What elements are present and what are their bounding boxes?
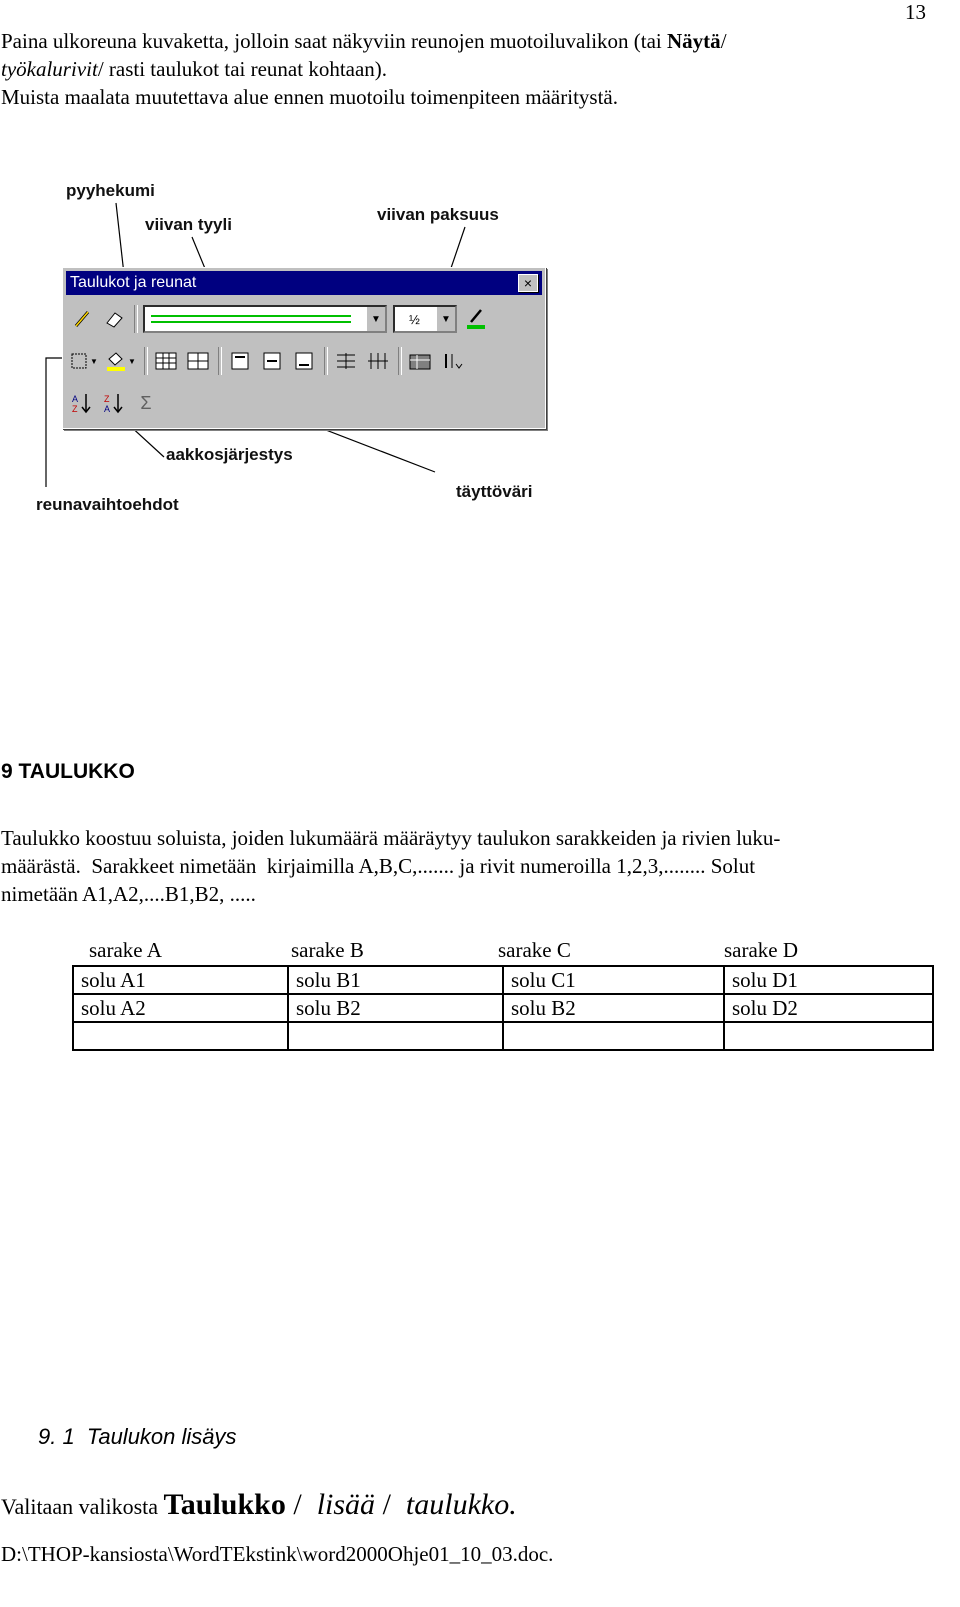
align-top-icon[interactable] (227, 348, 253, 374)
toolbar-separator (218, 347, 222, 375)
subsection-heading: 9. 1 Taulukon lisäys (38, 1424, 237, 1449)
border-color-icon[interactable] (463, 306, 489, 332)
chevron-down-icon[interactable]: ▼ (367, 307, 385, 331)
autoformat-icon[interactable] (407, 348, 433, 374)
column-header-b: sarake B (291, 938, 364, 962)
toolbar-row-2 (69, 343, 539, 379)
line-style-combo[interactable] (143, 305, 387, 333)
intro-line-1-text: Paina ulkoreuna kuvaketta, jolloin saat näkyviin reunojen muotoiluvalikon (tai (1, 29, 668, 53)
toolbar-separator (134, 305, 138, 333)
menu-path-separator: / (375, 1488, 406, 1521)
svg-text:Z: Z (104, 394, 110, 404)
autosum-icon[interactable] (133, 390, 159, 416)
menu-name-taulukko-item: taulukko. (405, 1488, 517, 1521)
table-cell: solu B1 (288, 966, 503, 994)
table-row (73, 966, 933, 994)
callout-sort: aakkosjärjestys (166, 445, 293, 464)
sort-descending-icon[interactable] (101, 390, 127, 416)
callout-line-style: viivan tyyli (145, 215, 232, 234)
window-title: Taulukot ja reunat (70, 274, 197, 291)
callout-eraser: pyyhekumi (66, 181, 155, 200)
text-direction-icon[interactable] (439, 348, 465, 374)
chevron-down-icon[interactable]: ▼ (437, 307, 455, 331)
chevron-down-icon[interactable]: ▼ (128, 356, 136, 366)
table-cell (724, 1022, 933, 1050)
tables-and-borders-window (62, 267, 546, 429)
table-cell: solu D2 (724, 994, 933, 1022)
chevron-down-icon[interactable]: ▼ (90, 356, 98, 366)
table-cell: solu D1 (724, 966, 933, 994)
menu-name-tyokalurivit: työkalurivit (1, 57, 98, 81)
table-cell: solu A1 (73, 966, 288, 994)
svg-text:A: A (72, 394, 79, 404)
align-bottom-icon[interactable] (291, 348, 317, 374)
merge-cells-icon[interactable] (185, 348, 211, 374)
column-header-a: sarake A (89, 938, 162, 962)
insert-table-icon[interactable] (153, 348, 179, 374)
table-cell (73, 1022, 288, 1050)
svg-text:A: A (104, 404, 111, 414)
table-row (73, 994, 933, 1022)
section-body-line-2: määrästä. Sarakkeet nimetään kirjaimilla A,B,C,....... ja rivit numeroilla 1,2,3,........ Solut (1, 854, 756, 878)
toolbar-separator (144, 347, 148, 375)
table-cell: solu C1 (503, 966, 724, 994)
autosum-glyph: Σ (140, 392, 152, 413)
menu-name-nayta: Näytä (667, 29, 721, 53)
line-weight-combo[interactable] (393, 305, 457, 333)
pencil-icon[interactable] (69, 306, 95, 332)
intro-line-3: Muista maalata muutettava alue ennen muotoilu toimenpiteen määritystä. (1, 85, 618, 109)
align-center-icon[interactable] (259, 348, 285, 374)
callout-fill-color: täyttöväri (456, 482, 533, 501)
toolbar-separator (324, 347, 328, 375)
menu-path-line (1, 1488, 517, 1522)
table-cell (503, 1022, 724, 1050)
fill-color-icon[interactable] (105, 348, 127, 374)
toolbar-separator (398, 347, 402, 375)
section-body-line-3: nimetään A1,A2,....B1,B2, ..... (1, 882, 256, 906)
section-heading: 9 TAULUKKO (1, 760, 135, 783)
svg-text:Z: Z (72, 404, 78, 414)
border-icon[interactable] (69, 348, 89, 374)
intro-paragraph (1, 27, 871, 111)
column-header-d: sarake D (724, 938, 799, 962)
example-table (72, 965, 934, 1051)
toolbar-row-1 (69, 301, 539, 337)
menu-path-lead: Valitaan valikosta (1, 1494, 164, 1519)
sort-ascending-icon[interactable] (69, 390, 95, 416)
table-cell: solu A2 (73, 994, 288, 1022)
callout-border-options: reunavaihtoehdot (36, 495, 179, 514)
line-style-preview (151, 312, 361, 326)
toolbar-row-3 (69, 385, 539, 421)
menu-path-separator: / (285, 1488, 317, 1521)
toolbar-figure (30, 175, 570, 520)
table-cell: solu B2 (288, 994, 503, 1022)
page-number: 13 (905, 0, 926, 24)
table-cell: solu B2 (503, 994, 724, 1022)
line-weight-value: ½ (409, 311, 420, 327)
distribute-rows-icon[interactable] (333, 348, 359, 374)
eraser-icon[interactable] (101, 306, 127, 332)
distribute-columns-icon[interactable] (365, 348, 391, 374)
column-header-c: sarake C (498, 938, 571, 962)
menu-name-taulukko: Taulukko (163, 1488, 286, 1521)
window-titlebar (66, 271, 542, 295)
footer-file-path: D:\THOP-kansiosta\WordTEkstink\word2000Ohje01_10_03.doc. (1, 1542, 554, 1566)
close-button[interactable] (518, 274, 538, 292)
intro-line-2-text: / rasti taulukot tai reunat kohtaan). (97, 57, 388, 81)
menu-name-lisaa: lisää (316, 1488, 376, 1521)
section-body-line-1: Taulukko koostuu soluista, joiden lukumäärä määräytyy taulukon sarakkeiden ja rivien luku- (1, 826, 781, 850)
intro-line-1 (1, 27, 871, 55)
table-cell (288, 1022, 503, 1050)
intro-line-1-end: / (720, 29, 727, 53)
callout-line-weight: viivan paksuus (377, 205, 499, 224)
table-row (73, 1022, 933, 1050)
close-icon: × (523, 275, 533, 291)
section-body (1, 824, 931, 908)
intro-line-2 (1, 55, 871, 83)
